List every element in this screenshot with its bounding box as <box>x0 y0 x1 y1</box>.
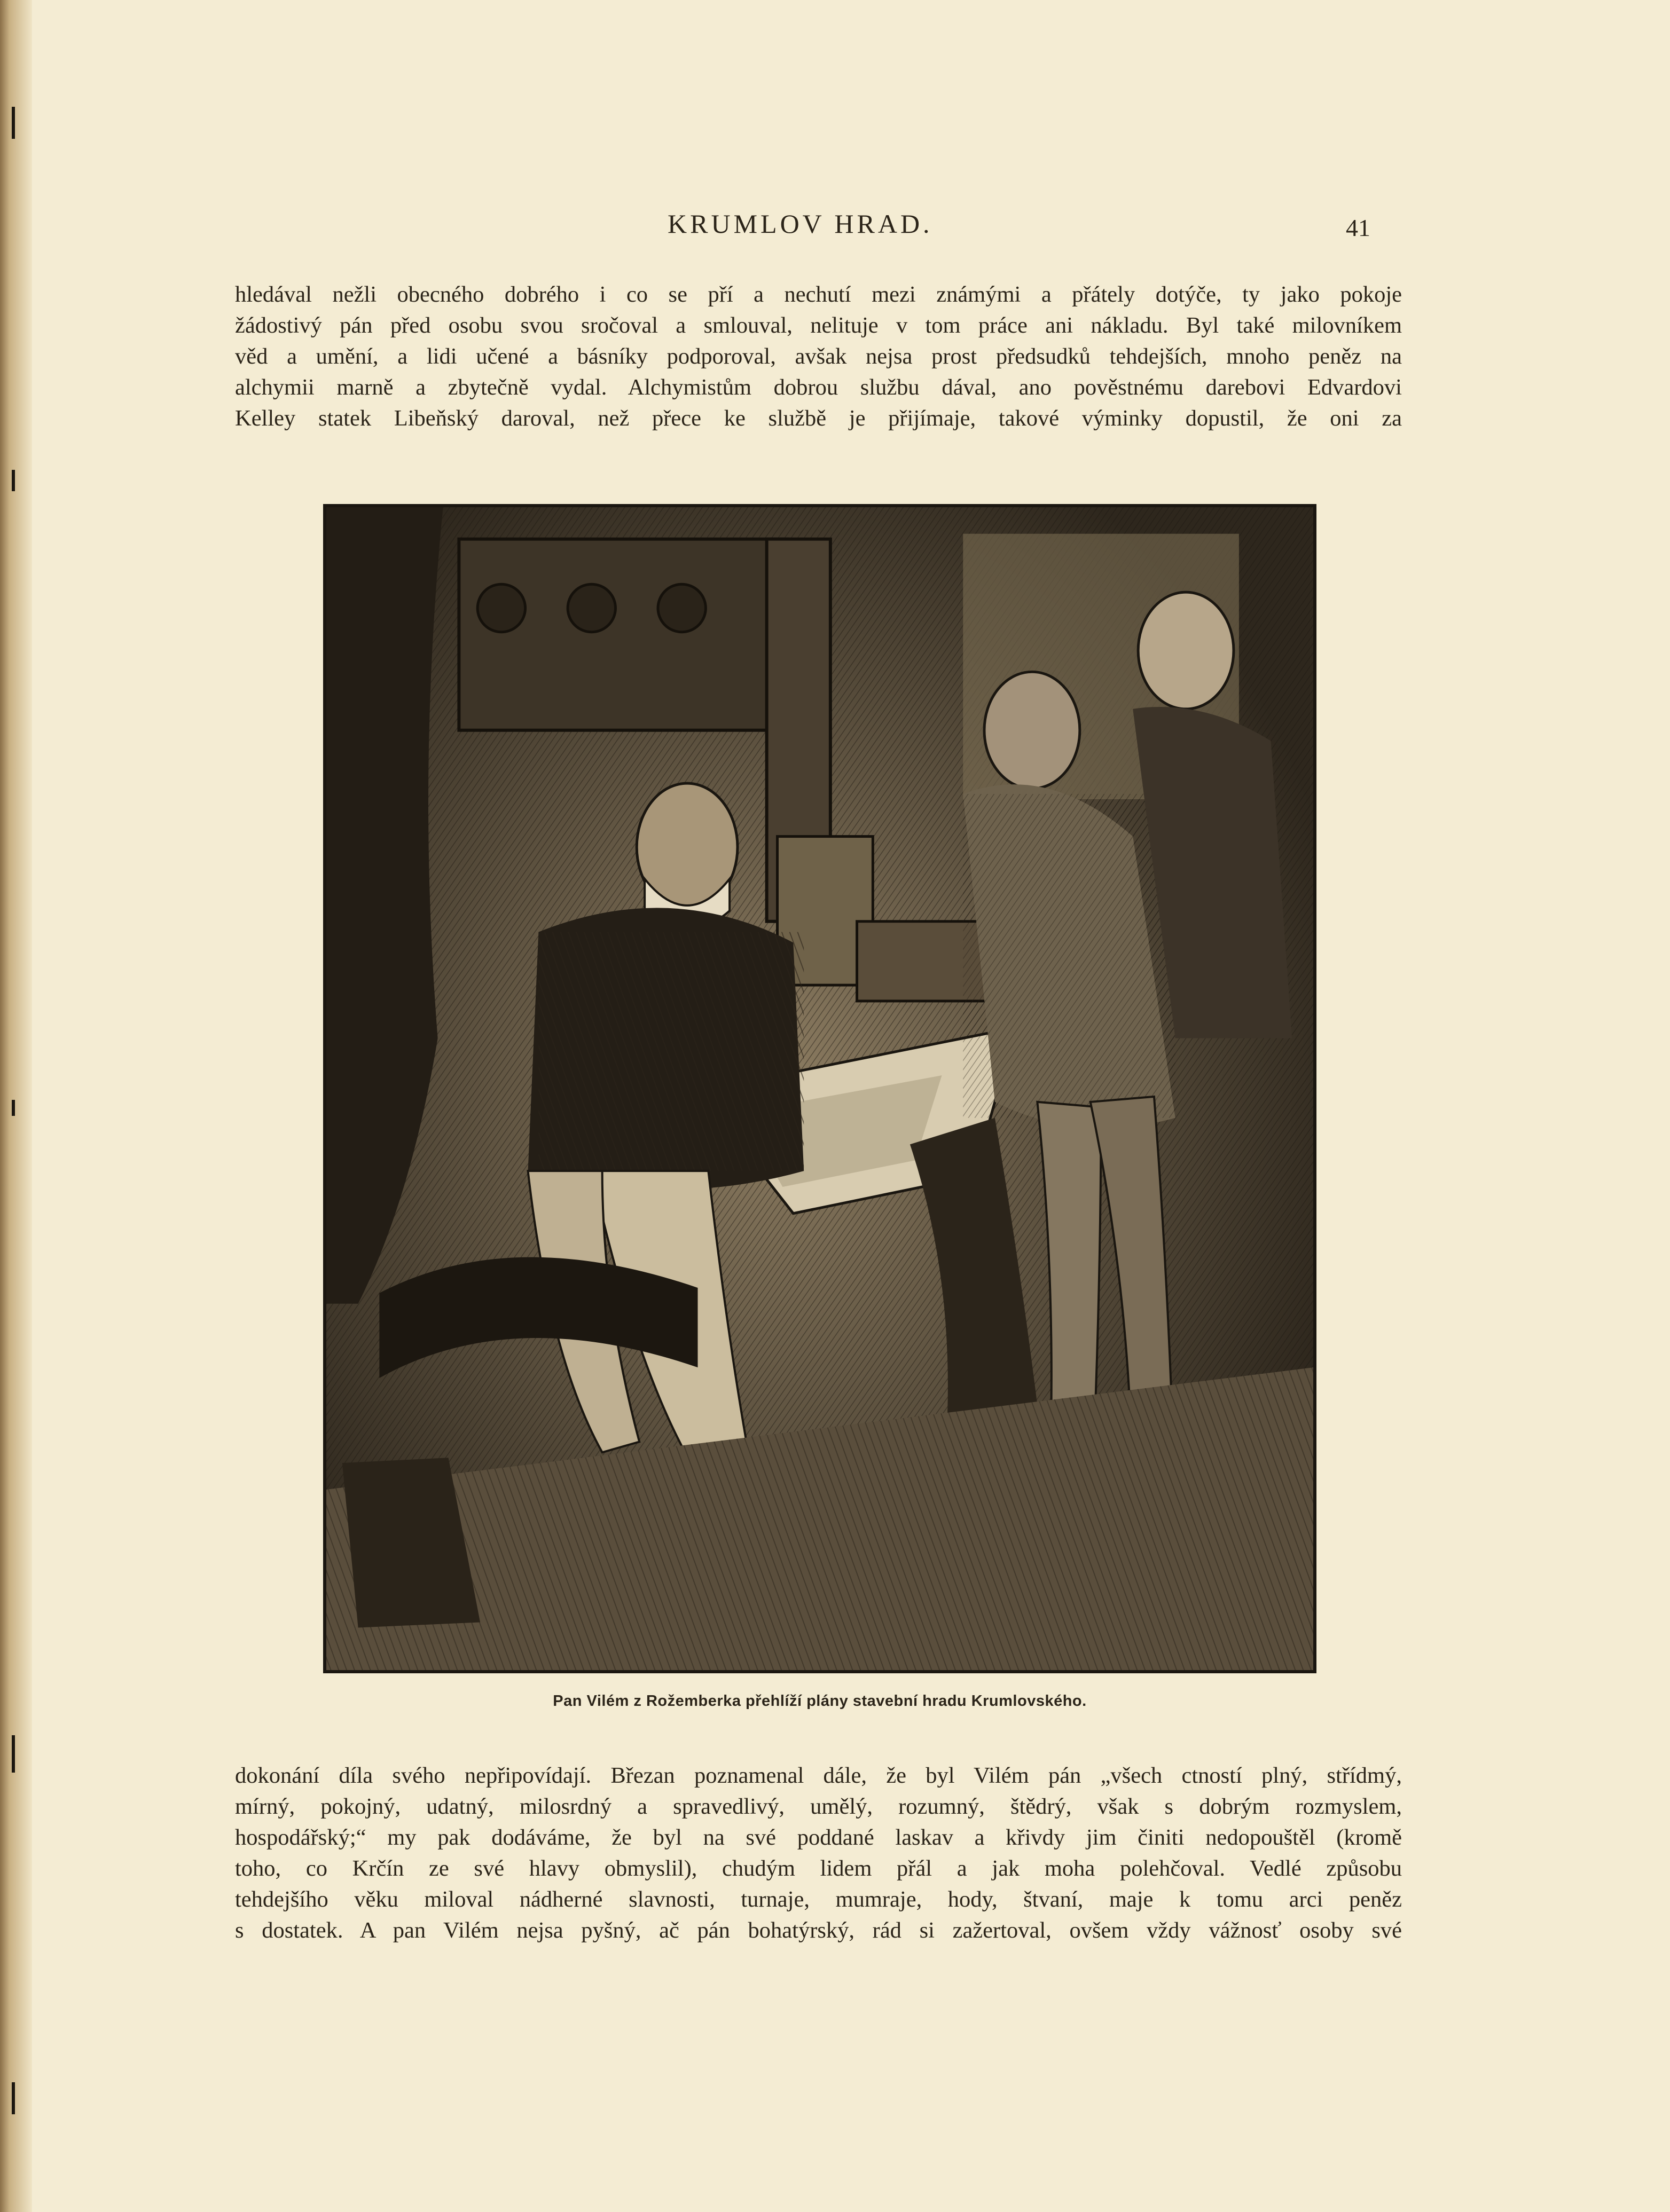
text-line: alchymii marně a zbytečně vydal. Alchymistům dobrou službu dával, ano pověstnému darebovi Edvardovi <box>235 375 1402 400</box>
text-line: hospodářský;“ my pak dodáváme, že byl na své poddané laskav a křivdy jim činiti nedopouštěl (kromě <box>235 1825 1402 1850</box>
text-line: mírný, pokojný, udatný, milosrdný a spravedlivý, umělý, rozumný, štědrý, však s dobrým rozmyslem, <box>235 1794 1402 1819</box>
gutter-mark <box>12 2082 15 2114</box>
text-line: žádostivý pán před osobu svou sročoval a smlouval, nelituje v tom práce ani nákladu. Byl také milovníkem <box>235 313 1402 338</box>
text-line: tehdejšího věku miloval nádherné slavnosti, turnaje, mumraje, hody, štvaní, maje k tomu arci peněz <box>235 1887 1402 1912</box>
text-line: hledával nežli obecného dobrého i co se pří a nechutí mezi známými a přátely dotýče, ty jako pokoje <box>235 282 1402 307</box>
engraving-image <box>326 507 1313 1670</box>
gutter-mark <box>12 470 15 491</box>
gutter-mark <box>12 1735 15 1773</box>
illustration-caption: Pan Vilém z Rožemberka přehlíží plány stavební hradu Krumlovského. <box>553 1693 1087 1710</box>
text-line: s dostatek. A pan Vilém nejsa pyšný, ač pán bohatýrský, rád si zažertoval, ovšem vždy vážnosť osoby své <box>235 1918 1402 1943</box>
paragraph-bottom <box>235 1760 1402 1946</box>
text-line: dokonání díla svého nepřipovídají. Březan poznamenal dále, že byl Vilém pán „všech ctností plný, střídmý, <box>235 1763 1402 1788</box>
text-line: Kelley statek Libeňský daroval, než přece ke službě je přijímaje, takové výminky dopustil, že oni za <box>235 406 1402 431</box>
running-title: KRUMLOV HRAD. <box>668 209 933 239</box>
gutter-mark <box>12 107 15 139</box>
text-line: toho, co Krčín ze své hlavy obmyslil), chudým lidem přál a jak moha polehčoval. Vedlé způsobu <box>235 1856 1402 1881</box>
page-number: 41 <box>1346 214 1370 241</box>
paragraph-top <box>235 279 1402 434</box>
engraving-illustration <box>323 504 1316 1673</box>
gutter-mark <box>12 1100 15 1116</box>
text-line: věd a umění, a lidi učené a básníky podporoval, avšak nejsa prost předsudků tehdejších, mnoho peněz na <box>235 344 1402 369</box>
page-gutter <box>0 0 32 2212</box>
